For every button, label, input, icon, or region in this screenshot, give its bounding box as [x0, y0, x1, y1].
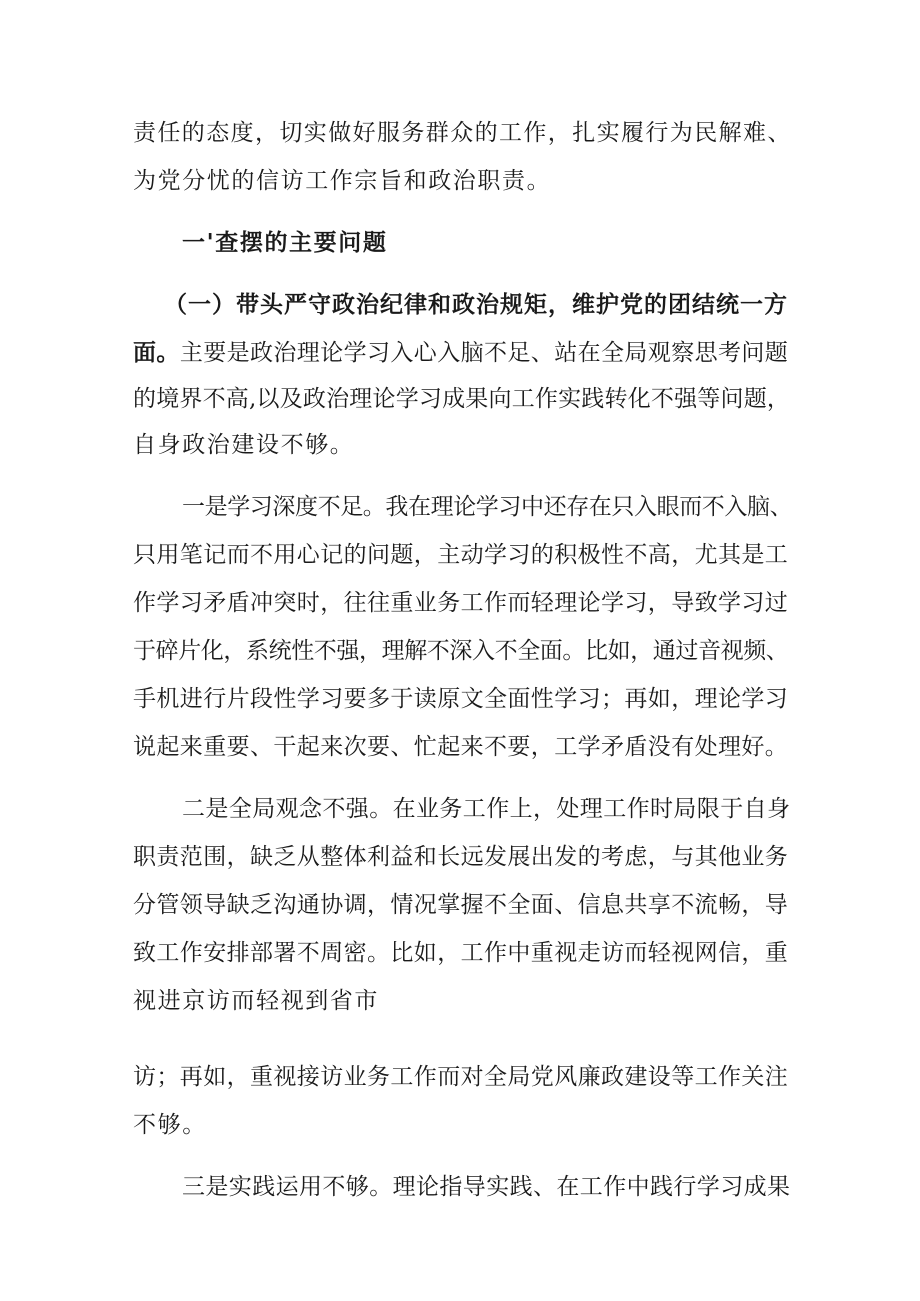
para1-line-5: 手机进行片段性学习要多于读原文全面性学习；再如，理论学习 [133, 686, 789, 712]
para2-line-3: 分管领导缺乏沟通协调，情况掌握不全面、信息共享不流畅，导 [133, 892, 789, 918]
para3-line-1: 三是实践运用不够。理论指导实践、在工作中践行学习成果 [182, 1174, 791, 1200]
para2-line-6: 访；再如，重视接访业务工作而对全局党风廉政建设等工作关注 [133, 1064, 789, 1090]
para1-line-2: 只用笔记而不用心记的问题，主动学习的积极性不高，尤其是工 [133, 542, 789, 568]
para2-line-1: 二是全局观念不强。在业务工作上，处理工作时局限于自身 [182, 796, 791, 822]
para1-line-1: 一是学习深度不足。我在理论学习中还存在只入眼而不入脑、 [182, 494, 793, 520]
intro-line-1: 责任的态度，切实做好服务群众的工作，扎实履行为民解难、 [133, 120, 792, 146]
para1-line-4: 于碎片化，系统性不强，理解不深入不全面。比如，通过音视频、 [133, 638, 789, 664]
subsection1-line2-text: 主要是政治理论学习入心入脑不足、站在全局观察思考问题 [179, 340, 789, 366]
subsection1-line4: 自身政治建设不够。 [133, 432, 355, 458]
para1-line-3: 作学习矛盾冲突时，往往重业务工作而轻理论学习，导致学习过 [133, 590, 789, 616]
para1-line-6: 说起来重要、干起来次要、忙起来不要，工学矛盾没有处理好。 [133, 734, 789, 760]
subsection1-line2 [133, 338, 788, 368]
para2-line-4: 致工作安排部署不周密。比如，工作中重视走访而轻视网信，重 [133, 940, 789, 966]
subsection1-line3: 的境界不高,以及政治理论学习成果向工作实践转化不强等问题， [133, 386, 791, 412]
para2-line-7: 不够。 [133, 1112, 207, 1138]
para2-line-2: 职责范围，缺乏从整体利益和长远发展出发的考虑，与其他业务 [133, 844, 789, 870]
subsection1-heading-line1: （一）带头严守政治纪律和政治规矩，维护党的团结统一方 [164, 291, 788, 318]
subsection1-heading-end: 面。 [133, 339, 180, 366]
para2-line-5: 视进京访而轻视到省市 [133, 988, 379, 1014]
section-heading: 一'查摆的主要问题 [182, 229, 388, 256]
intro-line-2: 为党分忧的信访工作宗旨和政治职责。 [133, 168, 552, 194]
